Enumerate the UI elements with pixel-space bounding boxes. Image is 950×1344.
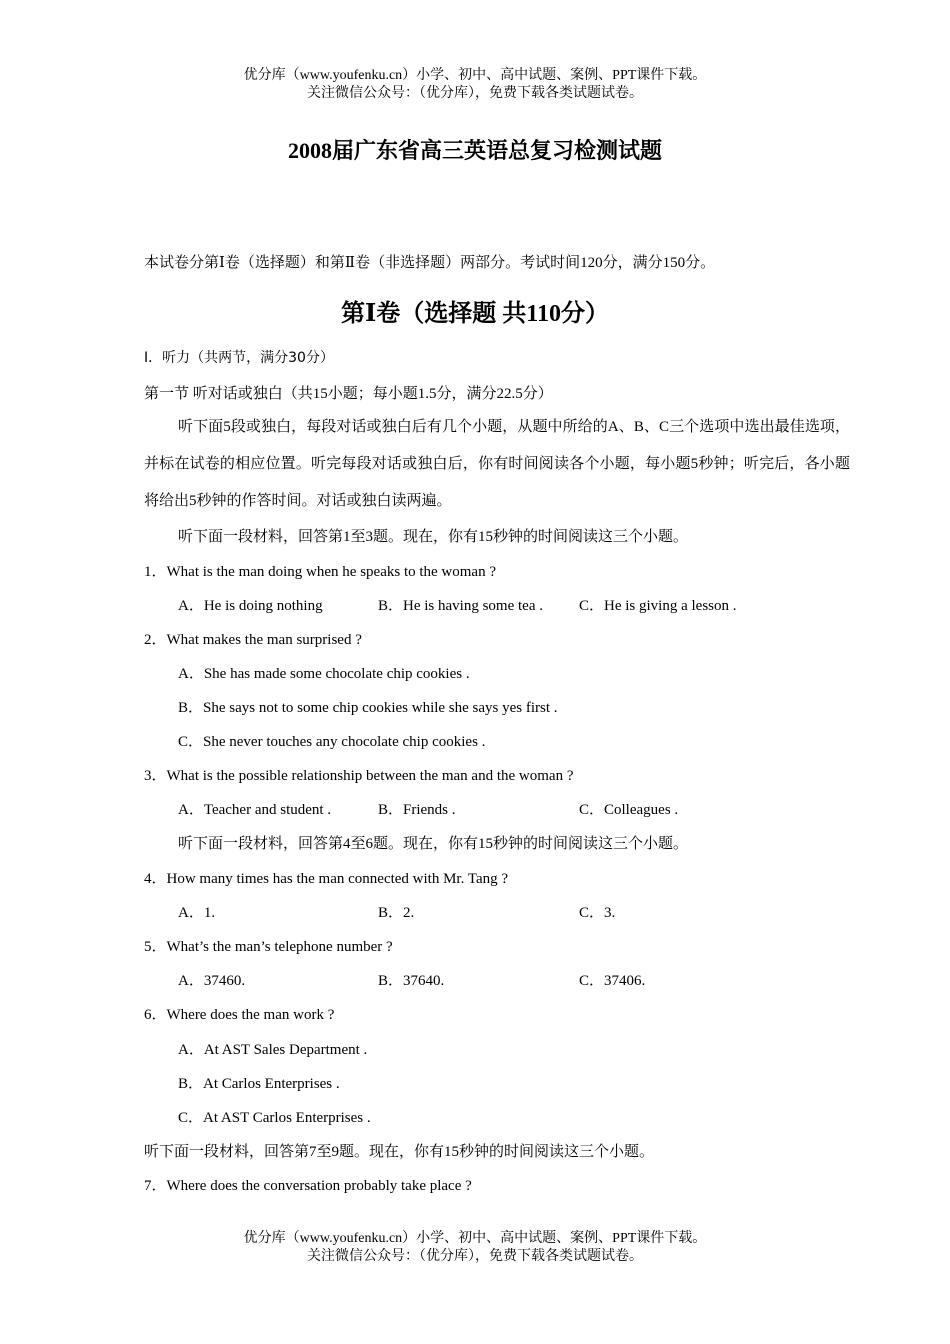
question-6: 6．Where does the man work ? xyxy=(144,1007,335,1023)
q6-option-b: B．At Carlos Enterprises . xyxy=(178,1076,340,1092)
question-3: 3．What is the possible relationship between the man and the woman ? xyxy=(144,768,574,784)
section1-heading: 第一节 听对话或独白（共15小题；每小题1.5分，满分22.5分） xyxy=(144,386,553,402)
q4-option-b: B．2. xyxy=(378,905,415,921)
question-1: 1．What is the man doing when he speaks to the woman ? xyxy=(144,564,497,580)
part1-title: 第Ⅰ卷（选择题 共110分） xyxy=(341,301,609,327)
q5-option-b: B．37640. xyxy=(378,973,445,989)
q3-option-b: B．Friends . xyxy=(378,802,456,818)
q3-option-c: C．Colleagues . xyxy=(579,802,679,818)
q1-option-a: A．He is doing nothing xyxy=(178,598,323,614)
q5-option-a: A．37460. xyxy=(178,973,246,989)
prompt-q7-9: 听下面一段材料，回答第7至9题。现在，你有15秒钟的时间阅读这三个小题。 xyxy=(144,1144,655,1160)
q4-option-c: C．3. xyxy=(579,905,616,921)
q5-option-c: C．37406. xyxy=(579,973,646,989)
q2-option-b: B．She says not to some chip cookies while she says yes first . xyxy=(178,700,558,716)
q2-option-a: A．She has made some chocolate chip cookies . xyxy=(178,666,470,682)
prompt-q1-3: 听下面一段材料，回答第1至3题。现在，你有15秒钟的时间阅读这三个小题。 xyxy=(178,529,689,545)
q6-option-a: A．At AST Sales Department . xyxy=(178,1042,368,1058)
header-line-1: 优分库（www.youfenku.cn）小学、初中、高中试题、案例、PPT课件下载。 xyxy=(243,68,707,83)
question-7: 7．Where does the conversation probably take place ? xyxy=(144,1178,472,1194)
document-title: 2008届广东省高三英语总复习检测试题 xyxy=(287,138,662,163)
q1-option-c: C．He is giving a lesson . xyxy=(579,598,737,614)
instructions-paragraph: 听下面5段或独白，每段对话或独白后有几个小题，从题中所给的A、B、C三个选项中选出最佳选项，并标在试卷的相应位置。听完每段对话或独白后，你有时间阅读各个小题，每小题5秒钟；听完后，各小题将给出5秒钟的作答时间。对话或独白读两遍。 xyxy=(144,419,850,509)
question-5: 5．What’s the man’s telephone number ? xyxy=(144,939,393,955)
header-line-2: 关注微信公众号：（优分库），免费下载各类试题试卷。 xyxy=(307,86,643,101)
q3-option-a: A．Teacher and student . xyxy=(178,802,332,818)
q1-option-b: B．He is having some tea . xyxy=(378,598,543,614)
footer-line-2: 关注微信公众号：（优分库），免费下载各类试题试卷。 xyxy=(307,1249,643,1264)
q4-option-a: A．1. xyxy=(178,905,216,921)
q6-option-c: C．At AST Carlos Enterprises . xyxy=(178,1110,371,1126)
listening-heading: I．听力（共两节，满分30分） xyxy=(144,350,334,366)
q2-option-c: C．She never touches any chocolate chip cookies . xyxy=(178,734,486,750)
question-4: 4．How many times has the man connected with Mr. Tang ? xyxy=(144,871,509,887)
footer-line-1: 优分库（www.youfenku.cn）小学、初中、高中试题、案例、PPT课件下载。 xyxy=(243,1231,707,1246)
question-2: 2．What makes the man surprised ? xyxy=(144,632,362,648)
prompt-q4-6: 听下面一段材料，回答第4至6题。现在，你有15秒钟的时间阅读这三个小题。 xyxy=(178,836,689,852)
intro-text: 本试卷分第Ⅰ卷（选择题）和第Ⅱ卷（非选择题）两部分。考试时间120分，满分150分。 xyxy=(144,255,716,271)
